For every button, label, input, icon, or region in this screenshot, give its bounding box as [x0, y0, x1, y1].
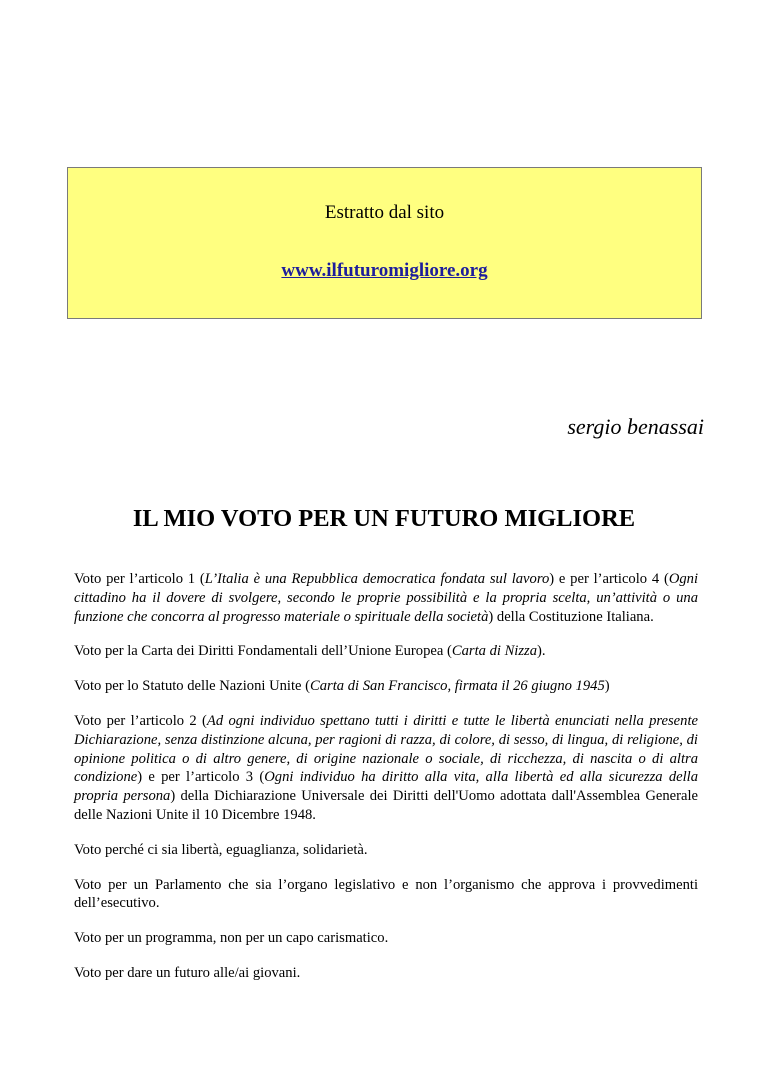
text-run: ) e per l’articolo 4 ( — [549, 571, 669, 587]
source-url-link[interactable]: www.ilfuturomigliore.org — [281, 260, 488, 281]
paragraph-article-1-4 — [74, 570, 698, 626]
text-run: ) — [604, 678, 610, 695]
paragraph-statuto-onu — [74, 677, 698, 696]
text-run: ) della Dichiarazione Universale dei Diritti dell'Uomo adottata dall'Assemblea Generale delle Nazioni Unite il 10 Dicembre 1948. — [74, 788, 698, 823]
quote-carta-nizza: Carta di Nizza — [451, 643, 538, 660]
banner-heading: Estratto dal sito — [324, 202, 445, 223]
paragraph-programma: Voto per un programma, non per un capo carismatico. — [74, 930, 389, 947]
quote-article-3: Ogni individuo ha diritto alla vita, alla libertà ed alla sicurezza della propria persona — [74, 769, 698, 805]
document-title: IL MIO VOTO PER UN FUTURO MIGLIORE — [132, 505, 636, 532]
text-run: Voto per lo Statuto delle Nazioni Unite ( — [74, 678, 311, 695]
paragraph-liberta: Voto perché ci sia libertà, eguaglianza, solidarietà. — [74, 841, 368, 858]
source-banner — [67, 167, 702, 319]
text-run: Voto per l’articolo 1 ( — [74, 571, 205, 587]
paragraph-parlamento: Voto per un Parlamento che sia l’organo legislativo e non l’organismo che approva i provvedimenti dell’esecutivo. — [74, 876, 698, 912]
document-body — [74, 570, 698, 999]
paragraph-giovani: Voto per dare un futuro alle/ai giovani. — [74, 964, 301, 981]
paragraph-dichiarazione-universale — [74, 712, 698, 825]
quote-carta-san-francisco: Carta di San Francisco, firmata il 26 giugno 1945 — [310, 678, 605, 695]
text-run: ) della Costituzione Italiana. — [488, 608, 654, 625]
author-name: sergio benassai — [567, 414, 704, 439]
text-run: Voto per l’articolo 2 ( — [74, 712, 207, 729]
text-run: ). — [537, 643, 546, 660]
quote-article-1: L’Italia è una Repubblica democratica fondata sul lavoro — [204, 571, 550, 587]
paragraph-carta-nizza — [74, 642, 698, 661]
text-run: ) e per l’articolo 3 ( — [137, 769, 265, 786]
quote-article-4: Ogni cittadino ha il dovere di svolgere, secondo le proprie possibilità e la propria scelta, un’attività o una funzione che concorra al progresso materiale o spirituale della società — [74, 571, 698, 625]
quote-article-2: Ad ogni individuo spettano tutti i diritti e tutte le libertà enunciati nella presente Dichiarazione, senza distinzione alcuna, per ragioni di razza, di colore, di sesso, di lingua, di religione, di opinione politica o di altro genere, di origine nazionale o sociale, di ricchezza, di nascita o di altra condizione — [74, 712, 698, 786]
text-run: Voto per la Carta dei Diritti Fondamentali dell’Unione Europea ( — [74, 643, 452, 660]
